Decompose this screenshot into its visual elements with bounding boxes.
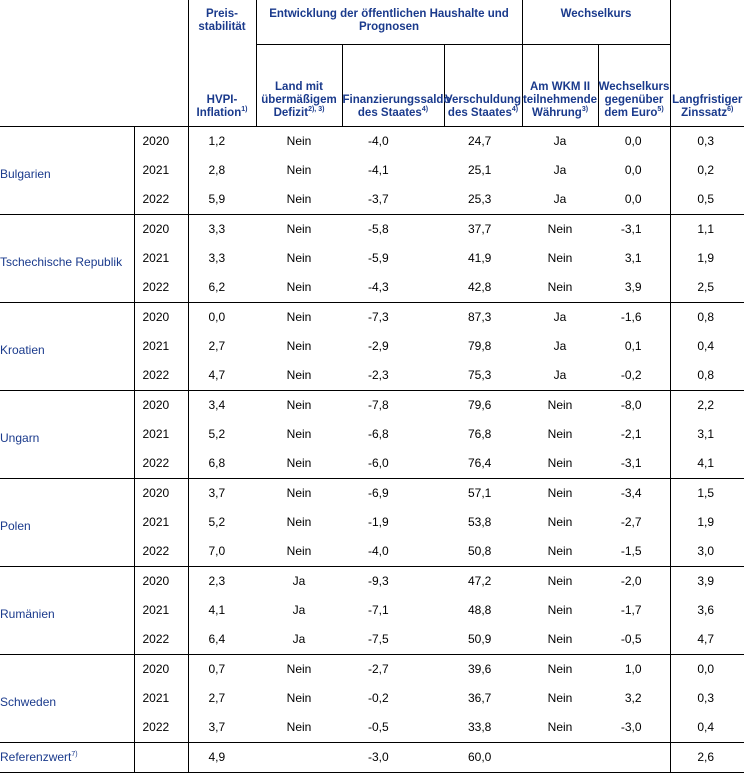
header-budget-balance (342, 44, 451, 126)
cell-rate: 4,1 (670, 449, 744, 479)
cell-fx: -3,1 (598, 449, 670, 479)
cell-erm: Nein (522, 273, 598, 303)
cell-erm: Ja (553, 310, 567, 324)
header-fx-vs-euro (598, 44, 670, 126)
header-exchange-rate (522, 0, 670, 44)
cell-edp: Nein (286, 163, 312, 177)
cell-debt: 37,7 (468, 222, 492, 236)
header-erm2-label: Am WKM II teilnehmende Währung (522, 80, 598, 119)
cell-edp: Nein (286, 486, 312, 500)
cell-debt: 48,8 (468, 603, 492, 617)
cell-erm (522, 742, 598, 772)
cell-hicp: 5,2 (188, 420, 256, 449)
cell-hicp: 0,0 (188, 302, 256, 332)
cell-debt: 79,8 (468, 339, 492, 353)
cell-hicp: 7,0 (188, 537, 256, 567)
cell-balance: -3,7 (342, 185, 444, 215)
cell-year: 2020 (134, 126, 188, 156)
cell-year: 2020 (134, 390, 188, 420)
cell-balance: -4,1 (368, 163, 389, 177)
table-row (0, 390, 744, 420)
cell-year: 2020 (134, 214, 188, 244)
cell-erm: Nein (547, 398, 573, 412)
cell-fx: -0,2 (598, 361, 670, 391)
cell-debt: 50,8 (444, 537, 522, 567)
cell-erm: Nein (522, 625, 598, 655)
cell-fx: -1,7 (620, 603, 642, 617)
cell-erm: Nein (522, 713, 598, 743)
cell-debt: 25,3 (444, 185, 522, 215)
header-price-stability (188, 0, 256, 44)
cell-debt: 79,6 (468, 398, 492, 412)
cell-balance: -5,9 (368, 251, 389, 265)
cell-balance: -2,3 (342, 361, 444, 391)
cell-balance: -9,3 (368, 574, 389, 588)
cell-rate: 3,6 (670, 596, 744, 625)
cell-debt: 33,8 (444, 713, 522, 743)
cell-debt: 76,4 (444, 449, 522, 479)
cell-erm: Nein (547, 662, 573, 676)
cell-rate: 3,0 (670, 537, 744, 567)
cell-balance: -1,9 (368, 515, 389, 529)
cell-edp: Nein (286, 339, 312, 353)
cell-edp: Nein (286, 222, 312, 236)
cell-year: 2020 (134, 302, 188, 332)
cell-edp (256, 742, 342, 772)
cell-erm: Nein (522, 449, 598, 479)
table-row (0, 214, 744, 244)
cell-erm: Ja (553, 163, 567, 177)
cell-year: 2021 (134, 684, 188, 713)
cell-balance: -7,5 (342, 625, 444, 655)
header-exchange-rate-label: Wechselkurs (560, 8, 632, 20)
cell-balance: -7,1 (368, 603, 389, 617)
header-rate-label: Langfristiger Zinssatz (672, 93, 743, 119)
header-debt-label: Verschuldung des Staates (444, 93, 522, 119)
cell-hicp: 3,3 (188, 244, 256, 273)
cell-fx: -2,7 (620, 515, 642, 529)
cell-edp: Nein (286, 251, 312, 265)
cell-edp: Nein (286, 134, 312, 148)
header-debt-sup: 4) (511, 105, 519, 113)
cell-rate: 1,9 (670, 244, 744, 273)
header-long-term-rate (670, 44, 744, 126)
cell-rate: 1,9 (670, 508, 744, 537)
cell-rate: 3,1 (670, 420, 744, 449)
cell-debt: 36,7 (468, 691, 492, 705)
cell-erm: Nein (547, 251, 573, 265)
cell-debt: 60,0 (444, 742, 522, 772)
cell-edp: Nein (256, 361, 342, 391)
cell-year: 2022 (134, 273, 188, 303)
cell-balance: -4,0 (368, 134, 389, 148)
cell-erm: Nein (547, 603, 573, 617)
cell-hicp: 2,3 (188, 566, 256, 596)
header-balance-label: Finanzierungssaldo des Staates (342, 93, 451, 119)
cell-hicp: 3,7 (188, 713, 256, 743)
cell-debt: 75,3 (444, 361, 522, 391)
cell-balance: -0,2 (368, 691, 389, 705)
cell-hicp: 6,2 (188, 273, 256, 303)
cell-fx: 1,0 (624, 662, 642, 676)
cell-year: 2022 (134, 449, 188, 479)
cell-fx: -1,5 (598, 537, 670, 567)
cell-erm: Nein (547, 486, 573, 500)
cell-rate: 1,5 (670, 478, 744, 508)
cell-balance: -3,0 (342, 742, 444, 772)
cell-rate: 3,9 (670, 566, 744, 596)
cell-balance: -6,0 (342, 449, 444, 479)
cell-rate: 2,6 (670, 742, 744, 772)
cell-hicp: 6,8 (188, 449, 256, 479)
cell-edp: Nein (286, 427, 312, 441)
cell-hicp: 2,7 (188, 332, 256, 361)
cell-fx: -1,6 (620, 310, 642, 324)
table-body (0, 126, 744, 772)
cell-balance: -4,3 (342, 273, 444, 303)
cell-hicp: 2,8 (188, 156, 256, 185)
cell-hicp: 1,2 (188, 126, 256, 156)
table-row (0, 654, 744, 684)
cell-debt: 53,8 (468, 515, 492, 529)
table-header (0, 0, 744, 126)
header-fx-label: Wechselkurs gegenüber dem Euro (598, 80, 670, 119)
cell-fx: 3,1 (624, 251, 642, 265)
cell-fx: 0,0 (598, 185, 670, 215)
cell-year: 2021 (134, 156, 188, 185)
cell-fx: -3,4 (620, 486, 642, 500)
header-blank-year (134, 0, 188, 126)
cell-hicp: 3,3 (188, 214, 256, 244)
header-public-finances-label: Entwicklung der öffentlichen Haushalte und Prognosen (269, 8, 509, 33)
cell-rate: 4,7 (670, 625, 744, 655)
cell-year: 2022 (134, 537, 188, 567)
reference-sup: 7) (71, 751, 78, 758)
cell-edp: Nein (256, 449, 342, 479)
reference-label-text: Referenzwert (0, 750, 72, 764)
cell-rate: 0,2 (670, 156, 744, 185)
cell-balance: -7,8 (368, 398, 389, 412)
cell-erm: Nein (547, 222, 573, 236)
cell-edp: Nein (286, 662, 312, 676)
cell-debt: 87,3 (468, 310, 492, 324)
cell-edp: Nein (256, 713, 342, 743)
cell-edp: Ja (292, 603, 306, 617)
cell-rate: 0,5 (670, 185, 744, 215)
cell-rate: 2,2 (670, 390, 744, 420)
cell-edp: Nein (286, 691, 312, 705)
cell-rate: 2,5 (670, 273, 744, 303)
cell-fx: -3,0 (598, 713, 670, 743)
cell-year: 2022 (134, 361, 188, 391)
cell-debt: 57,1 (468, 486, 492, 500)
cell-year: 2021 (134, 508, 188, 537)
reference-row (0, 742, 744, 772)
cell-balance: -5,8 (368, 222, 389, 236)
table-row (0, 566, 744, 596)
cell-fx: -3,1 (620, 222, 642, 236)
cell-erm: Ja (522, 185, 598, 215)
cell-fx: 0,1 (624, 339, 642, 353)
cell-year: 2020 (134, 654, 188, 684)
cell-fx: -2,1 (620, 427, 642, 441)
cell-year: 2021 (134, 420, 188, 449)
cell-balance: -2,7 (368, 662, 389, 676)
cell-fx: -8,0 (620, 398, 642, 412)
cell-erm: Ja (553, 134, 567, 148)
cell-year: 2020 (134, 566, 188, 596)
cell-hicp: 3,4 (188, 390, 256, 420)
cell-fx: 3,2 (624, 691, 642, 705)
header-edp-label: Land mit übermäßigem Defizit (261, 80, 337, 119)
header-hicp-sup: 1) (241, 105, 248, 113)
header-hicp-label: HVPI-Inflation (196, 93, 242, 119)
header-fx-sup: 5) (657, 105, 664, 113)
cell-erm: Nein (547, 574, 573, 588)
cell-edp: Nein (286, 310, 312, 324)
cell-fx: 3,9 (598, 273, 670, 303)
cell-balance: -6,9 (368, 486, 389, 500)
cell-year: 2020 (134, 478, 188, 508)
cell-hicp: 3,7 (188, 478, 256, 508)
cell-balance: -4,0 (342, 537, 444, 567)
cell-year: 2021 (134, 596, 188, 625)
cell-year: 2021 (134, 332, 188, 361)
cell-rate: 1,1 (670, 214, 744, 244)
cell-edp: Nein (256, 273, 342, 303)
cell-rate: 0,0 (670, 654, 744, 684)
cell-year: 2021 (134, 244, 188, 273)
cell-debt: 76,8 (468, 427, 492, 441)
cell-year: 2022 (134, 625, 188, 655)
header-rate-sup: 6) (727, 105, 734, 113)
cell-rate: 0,4 (670, 713, 744, 743)
cell-debt: 42,8 (444, 273, 522, 303)
country-name: Tschechische Republik (0, 214, 134, 302)
table-row (0, 478, 744, 508)
header-blank-country (0, 0, 134, 126)
cell-rate: 0,3 (670, 126, 744, 156)
cell-edp: Nein (286, 515, 312, 529)
cell-hicp: 4,1 (188, 596, 256, 625)
country-name: Ungarn (0, 390, 134, 478)
table-row (0, 302, 744, 332)
cell-fx: -2,0 (620, 574, 642, 588)
cell-hicp: 6,4 (188, 625, 256, 655)
cell-debt: 47,2 (468, 574, 492, 588)
cell-erm: Nein (547, 515, 573, 529)
cell-hicp: 5,2 (188, 508, 256, 537)
cell-edp: Ja (292, 574, 306, 588)
cell-edp: Nein (256, 185, 342, 215)
cell-hicp: 4,7 (188, 361, 256, 391)
header-blank-rate (670, 0, 744, 44)
cell-hicp: 0,7 (188, 654, 256, 684)
cell-erm: Nein (547, 427, 573, 441)
country-name: Polen (0, 478, 134, 566)
cell-erm: Nein (547, 691, 573, 705)
cell-erm: Ja (553, 339, 567, 353)
cell-balance: -0,5 (342, 713, 444, 743)
country-name: Schweden (0, 654, 134, 742)
cell-rate: 0,8 (670, 361, 744, 391)
country-name: Kroatien (0, 302, 134, 390)
cell-debt: 50,9 (444, 625, 522, 655)
cell-edp: Nein (256, 537, 342, 567)
cell-rate: 0,8 (670, 302, 744, 332)
cell-fx (598, 742, 670, 772)
country-name: Bulgarien (0, 126, 134, 214)
cell-rate: 0,4 (670, 332, 744, 361)
header-erm2-sup: 3) (581, 105, 589, 113)
header-hicp-inflation (188, 44, 256, 126)
header-erm2 (522, 44, 598, 126)
cell-erm: Ja (522, 361, 598, 391)
cell-erm: Nein (522, 537, 598, 567)
cell-fx: 0,0 (624, 134, 642, 148)
table-row (0, 126, 744, 156)
cell-debt: 39,6 (468, 662, 492, 676)
cell-debt: 41,9 (468, 251, 492, 265)
cell-balance: -6,8 (368, 427, 389, 441)
header-public-finances (256, 0, 522, 44)
header-price-stability-label: Preis-stabilität (198, 8, 246, 33)
cell-year: 2022 (134, 185, 188, 215)
cell-hicp: 5,9 (188, 185, 256, 215)
cell-rate: 0,3 (670, 684, 744, 713)
cell-hicp: 4,9 (188, 742, 256, 772)
cell-balance: -2,9 (368, 339, 389, 353)
cell-edp: Ja (256, 625, 342, 655)
cell-debt: 25,1 (468, 163, 492, 177)
country-name: Rumänien (0, 566, 134, 654)
cell-fx: 0,0 (624, 163, 642, 177)
reference-label (0, 742, 134, 772)
cell-year (134, 742, 188, 772)
header-edp-sup: 2), 3) (308, 105, 325, 113)
cell-debt: 24,7 (468, 134, 492, 148)
cell-fx: -0,5 (598, 625, 670, 655)
header-balance-sup: 4) (421, 105, 429, 113)
cell-year: 2022 (134, 713, 188, 743)
cell-hicp: 2,7 (188, 684, 256, 713)
header-excessive-deficit (256, 44, 342, 126)
cell-balance: -7,3 (368, 310, 389, 324)
cell-edp: Nein (286, 398, 312, 412)
header-debt (444, 44, 522, 126)
